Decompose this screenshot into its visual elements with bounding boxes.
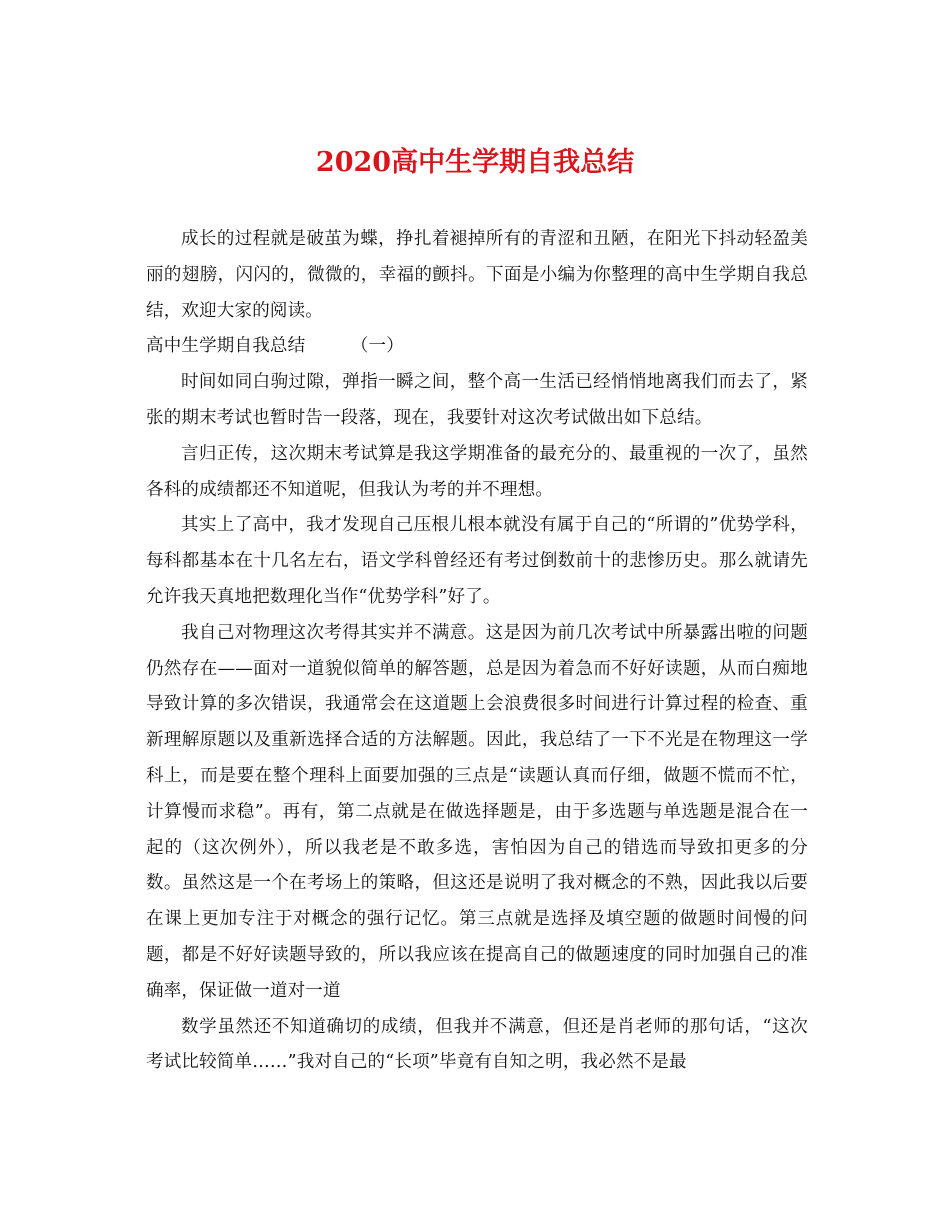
body-paragraph: 言归正传，这次期末考试算是我这学期准备的最充分的、最重视的一次了，虽然各科的成绩都还不知道呢，但我认为考的并不理想。 [146,443,808,500]
section-number: （一） [350,336,404,357]
intro-paragraph: 成长的过程就是破茧为蝶，挣扎着褪掉所有的青涩和丑陋，在阳光下抖动轻盈美丽的翅膀，闪闪的，微微的，幸福的颤抖。下面是小编为你整理的高中生学期自我总结，欢迎大家的阅读。 [146,229,808,321]
section-heading-text: 高中生学期自我总结 [146,336,306,357]
body-paragraph: 时间如同白驹过隙，弹指一瞬之间，整个高一生活已经悄悄地离我们而去了，紧张的期末考试也暂时告一段落，现在，我要针对这次考试做出如下总结。 [146,372,808,428]
document-title: 2020高中生学期自我总结 [315,147,635,178]
body-paragraph: 其实上了高中，我才发现自己压根儿根本就没有属于自己的“所谓的”优势学科，每科都基本在十几名左右，语文学科曾经还有考过倒数前十的悲惨历史。那么就请先允许我天真地把数理化当作“优势学科”好了。 [146,515,808,607]
section-heading [146,329,808,365]
document-body [146,222,808,1081]
body-paragraph: 我自己对物理这次考得其实并不满意。这是因为前几次考试中所暴露出啦的问题仍然存在——面对一道貌似简单的解答题，总是因为着急而不好好读题，从而白痴地导致计算的多次错误，我通常会在这道题上会浪费很多时间进行计算过程的检查、重新理解原题以及重新选择合适的方法解题。因此，我总结了一下不光是在物理这一学科上，而是要在整个理科上面要加强的三点是“读题认真而仔细，做题不慌而不忙，计算慢而求稳”。再有，第二点就是在做选择题是，由于多选题与单选题是混合在一起的（这次例外），所以我老是不敢多选，害怕因为自己的错选而导致扣更多的分数。虽然这是一个在考场上的策略，但这还是说明了我对概念的不熟，因此我以后要在课上更加专注于对概念的强行记忆。第三点就是选择及填空题的做题时间慢的问题，都是不好好读题导致的，所以我应该在提高自己的做题速度的同时加强自己的准确率，保证做一道对一道 [146,622,808,1001]
body-paragraph: 数学虽然还不知道确切的成绩，但我并不满意，但还是肖老师的那句话，“这次考试比较简单……”我对自己的“长项”毕竟有自知之明，我必然不是最 [146,1016,808,1073]
